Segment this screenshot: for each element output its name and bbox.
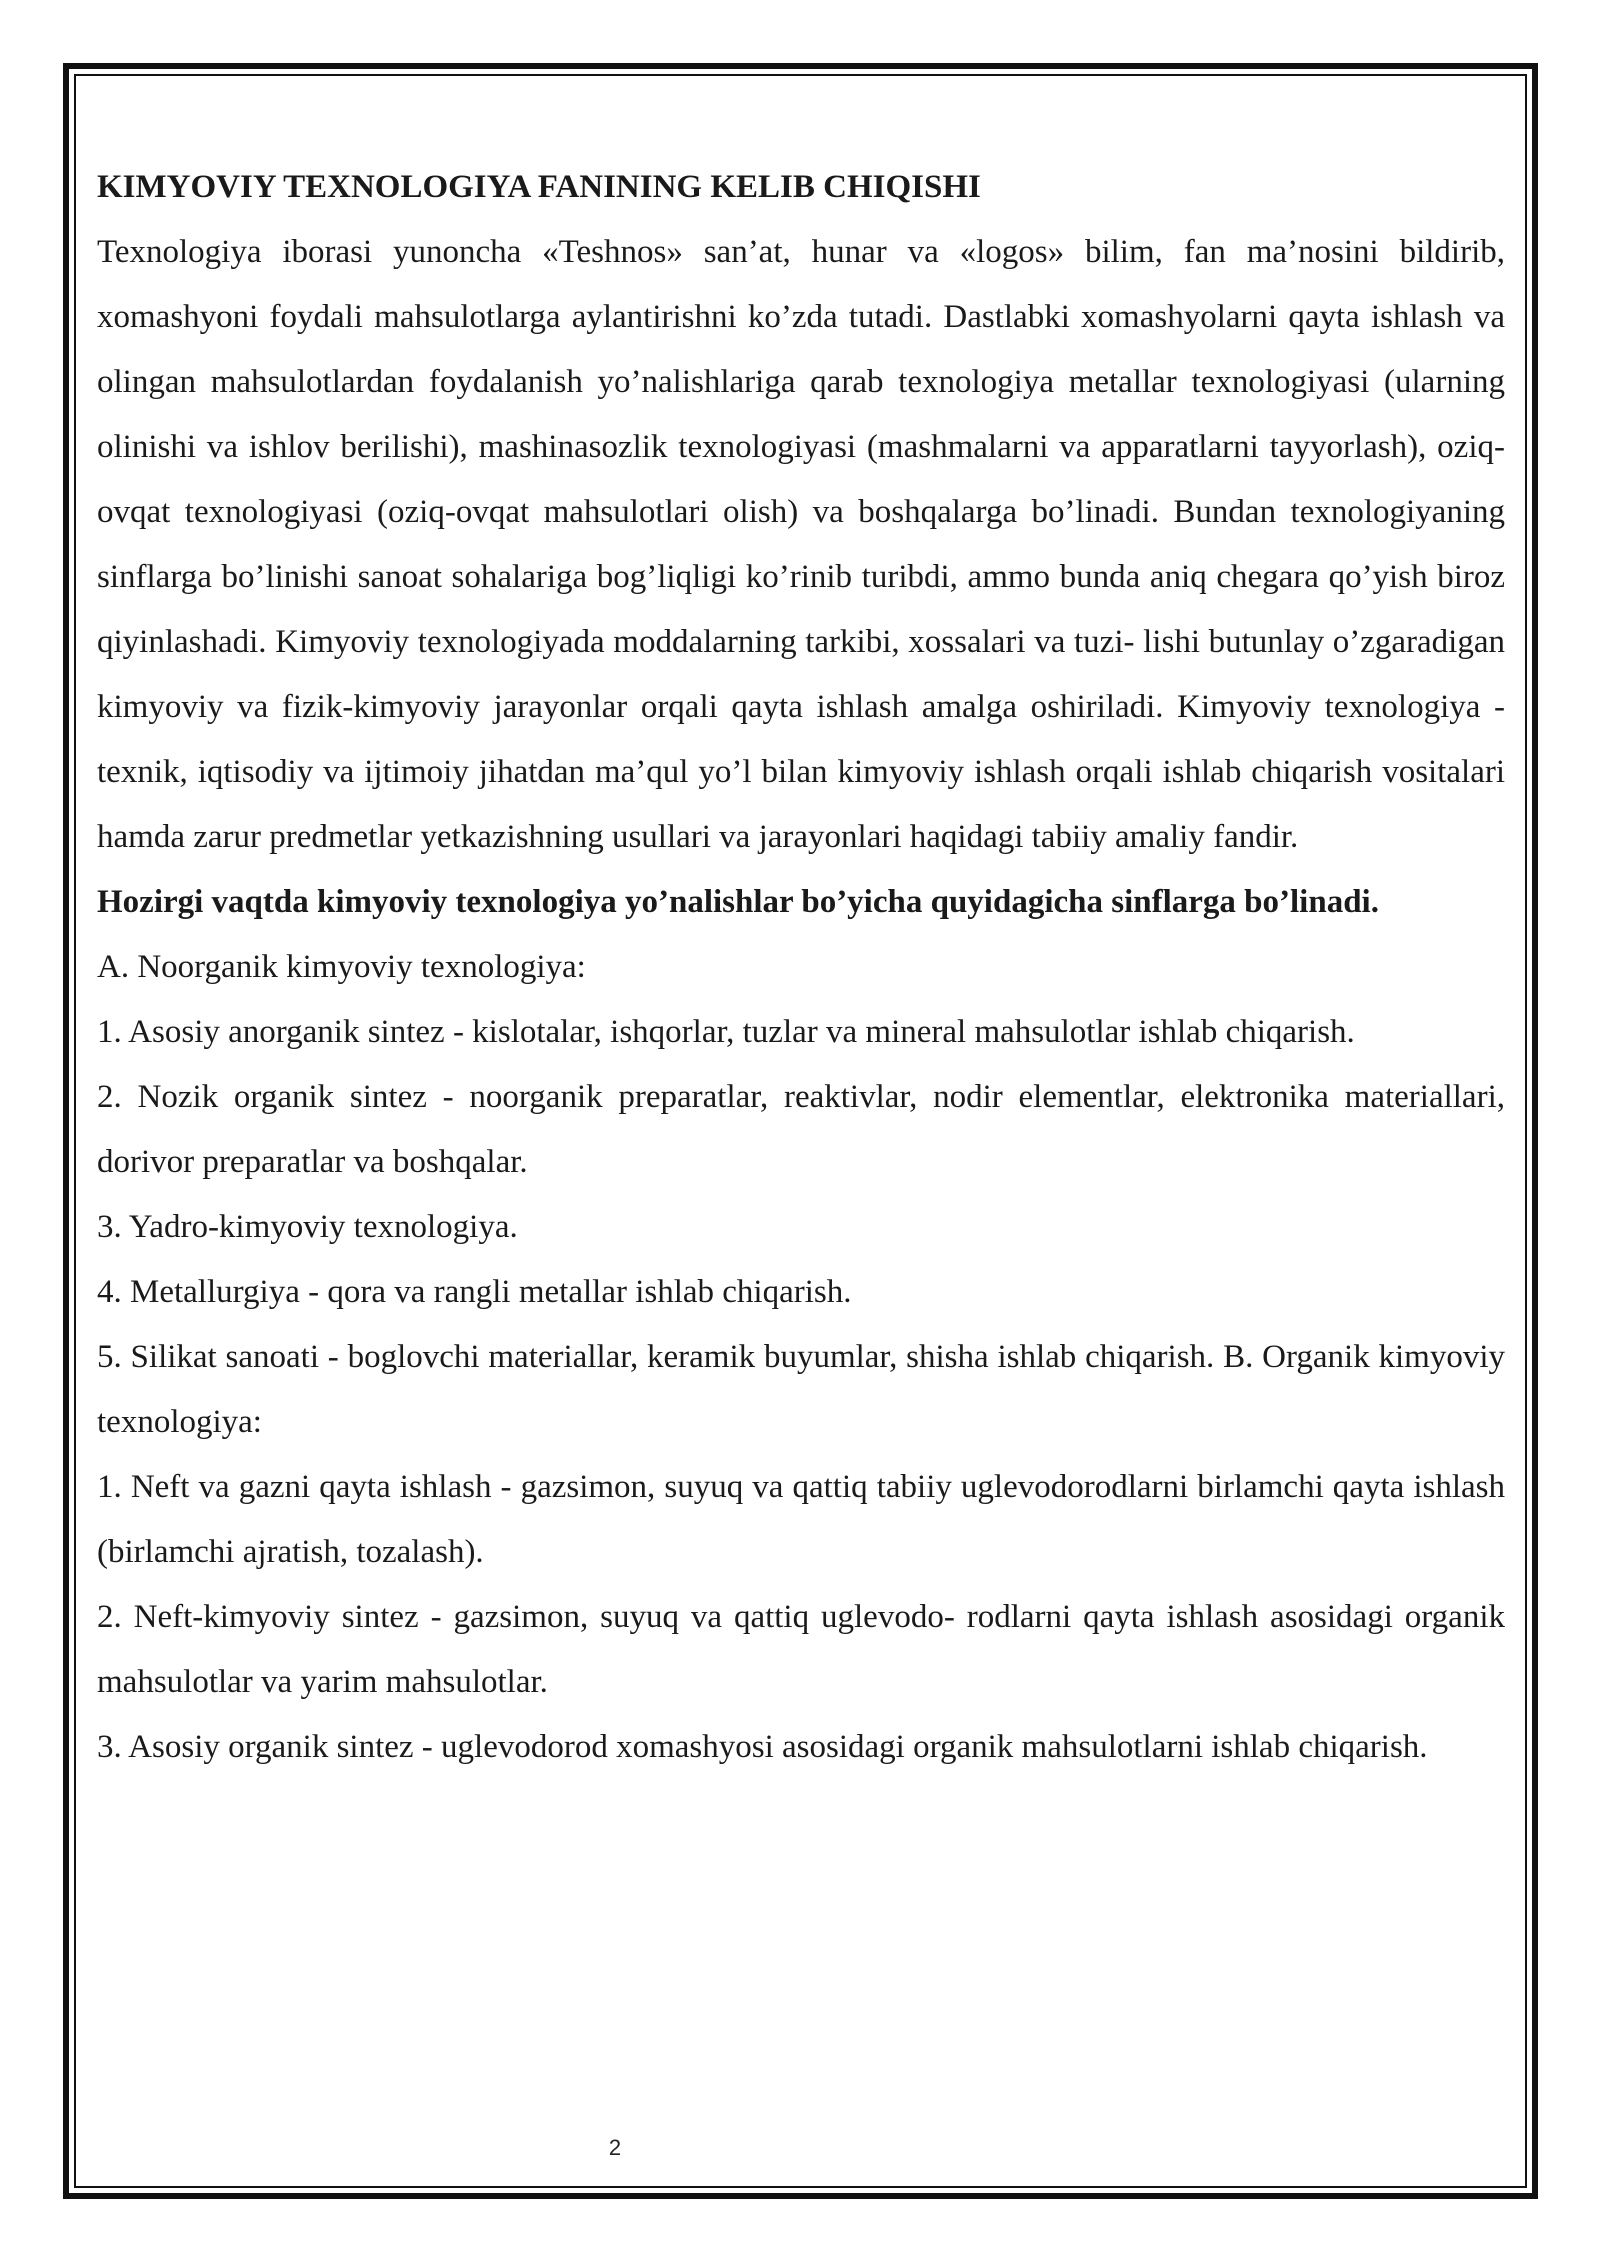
- page-number: 2: [608, 2135, 622, 2160]
- list-item: 1. Asosiy anorganik sintez - kislotalar, ishqorlar, tuzlar va mineral mahsulotlar ishlab chiqarish.: [97, 1014, 1355, 1050]
- list-item: 3. Asosiy organik sintez - uglevodorod xomashyosi asosidagi organik mahsulotlarni ishlab chiqarish.: [97, 1729, 1428, 1765]
- list-item: 5. Silikat sanoati - boglovchi materiallar, keramik buyumlar, shisha ishlab chiqarish. B. Organik kimyoviy texnologiya:: [97, 1339, 1505, 1440]
- list-item: 2. Nozik organik sintez - noorganik preparatlar, reaktivlar, nodir elementlar, elektronika materiallari, dorivor preparatlar va boshqalar.: [97, 1079, 1505, 1180]
- intro-paragraph: Texnologiya iborasi yunoncha «Teshnos» san’at, hunar va «logos» bilim, fan ma’nosini bildirib, xomashyoni foydali mahsulotlarga aylantirishni ko’zda tutadi. Dastlabki xomashyolarni qayta ishlash va olingan mahsulotlardan foydalanish yo’nalishlariga qarab texnologiya metallar texnologiyasi (ularning olinishi va ishlov berilishi), mashinasozlik texnologiyasi (mashmalarni va apparatlarni tayyorlash), oziq-ovqat texnologiyasi (oziq-ovqat mahsulotlari olish) va boshqalarga bo’linadi. Bundan texnologiyaning sinflarga bo’linishi sanoat sohalariga bog’liqligi ko’rinib turibdi, ammo bunda aniq chegara qo’yish biroz qiyinlashadi. Kimyoviy texnologiyada moddalarning tarkibi, xossalari va tuzi- lishi butunlay o’zgaradigan kimyoviy va fizik-kimyoviy jarayonlar orqali qayta ishlash amalga oshiriladi. Kimyoviy texnologiya - texnik, iqtisodiy va ijtimoiy jihatdan ma’qul yo’l bilan kimyoviy ishlash orqali ishlab chiqarish vositalari hamda zarur predmetlar yetkazishning usullari va jarayonlari haqidagi tabiiy amaliy fandir.: [97, 234, 1505, 855]
- section-a-title: A. Noorganik kimyoviy texnologiya:: [97, 949, 586, 985]
- list-item: 4. Metallurgiya - qora va rangli metallar ishlab chiqarish.: [97, 1274, 852, 1310]
- document-body: [97, 155, 1505, 1780]
- classification-subheading: Hozirgi vaqtda kimyoviy texnologiya yo’nalishlar bo’yicha quyidagicha sinflarga bo’linadi.: [97, 884, 1379, 920]
- list-item: 3. Yadro-kimyoviy texnologiya.: [97, 1209, 518, 1245]
- list-item: 2. Neft-kimyoviy sintez - gazsimon, suyuq va qattiq uglevodo- rodlarni qayta ishlash asosidagi organik mahsulotlar va yarim mahsulotlar.: [97, 1599, 1505, 1700]
- list-item: 1. Neft va gazni qayta ishlash - gazsimon, suyuq va qattiq tabiiy uglevodorodlarni birlamchi qayta ishlash (birlamchi ajratish, tozalash).: [97, 1469, 1505, 1570]
- document-title: KIMYOVIY TEXNOLOGIYA FANINING KELIB CHIQISHI: [97, 169, 981, 205]
